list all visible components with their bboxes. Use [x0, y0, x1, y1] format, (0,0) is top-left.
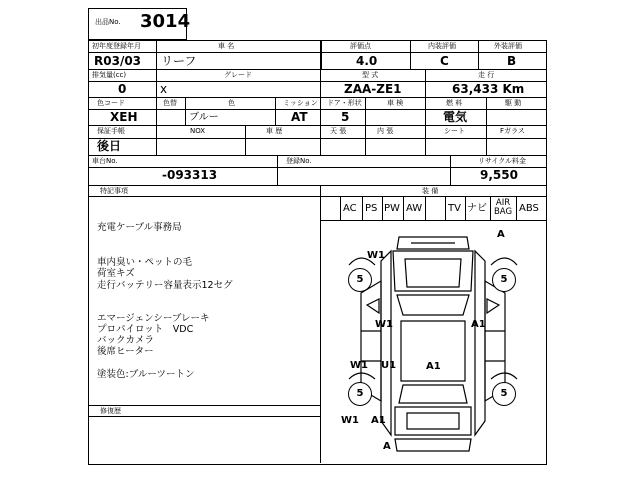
- val-car-name: リーフ: [161, 54, 197, 68]
- val-model: ZAA-ZE1: [344, 82, 402, 96]
- mark-roof: A1: [426, 361, 441, 372]
- hdr-color-code: 色コード: [97, 99, 125, 107]
- equip-navi: ナビ: [467, 203, 487, 214]
- hdr-recycle: リサイクル料金: [478, 157, 527, 165]
- hdr-first-reg: 初年度登録年月: [92, 42, 141, 50]
- hdr-sunroof: 天 張: [330, 127, 347, 135]
- val-displacement: 0: [118, 82, 127, 96]
- equip-ac: AC: [343, 203, 357, 214]
- val-score: 4.0: [356, 54, 378, 68]
- equip-aw: AW: [406, 203, 423, 214]
- hdr-mileage: 走 行: [478, 71, 495, 79]
- tire-rear-left: 5: [348, 382, 372, 406]
- mark-rear-left-a: A1: [371, 415, 386, 426]
- hdr-reg-no: 登録No.: [286, 157, 312, 165]
- equip-airbag: AIR BAG: [493, 198, 513, 217]
- car-damage-diagram: [321, 221, 545, 463]
- hdr-chassis: 車台No.: [92, 157, 118, 165]
- hdr-model: 型 式: [362, 71, 379, 79]
- val-chassis: -093313: [162, 168, 218, 182]
- note-line-1: 充電ケーブル事務局: [97, 222, 182, 233]
- hdr-special: 特記事項: [100, 187, 128, 195]
- hdr-equipment: 装 備: [422, 187, 439, 195]
- hdr-manual: 保証手帳: [97, 127, 125, 135]
- val-color-code: XEH: [110, 110, 138, 124]
- note-line-2: 車内臭い・ペットの毛: [97, 257, 193, 268]
- note-line-4: 走行バッテリー容量表示12セグ: [97, 280, 233, 291]
- hdr-repair: 修復歴: [100, 407, 121, 415]
- equip-tv: TV: [448, 203, 461, 214]
- mark-right-front-door: A1: [471, 319, 486, 330]
- val-manual: 後日: [97, 139, 122, 153]
- hdr-interior: 内 張: [377, 127, 394, 135]
- mark-left-front-door: W1: [375, 319, 393, 330]
- mark-front-bumper: A: [497, 229, 505, 240]
- note-line-5: エマージェンシーブレーキ: [97, 313, 210, 324]
- tire-rear-right: 5: [492, 382, 516, 406]
- lot-number: 3014: [140, 11, 191, 32]
- hdr-displacement: 排気量(cc): [92, 71, 127, 79]
- note-line-7: バックカメラ: [97, 335, 155, 346]
- val-grade: x: [160, 82, 168, 96]
- val-first-reg: R03/03: [94, 54, 142, 68]
- hdr-seat: シート: [444, 127, 465, 135]
- note-line-9: 塗装色:ブルーツートン: [97, 369, 195, 380]
- hdr-vehicle: 車 検: [387, 99, 404, 107]
- note-line-8: 後席ヒーター: [97, 346, 154, 357]
- hdr-exterior-score: 外装評価: [494, 42, 522, 50]
- hdr-color-type: 色替: [163, 99, 177, 107]
- note-line-6: プロパイロット VDC: [97, 324, 194, 335]
- mark-rear-left-w: W1: [341, 415, 359, 426]
- val-mission: AT: [291, 110, 308, 124]
- val-mileage: 63,433 Km: [452, 82, 525, 96]
- hdr-fglass: Fガラス: [500, 127, 525, 135]
- hdr-score: 評価点: [350, 42, 371, 50]
- hdr-drive: 駆 動: [505, 99, 522, 107]
- val-door-shape: 5: [341, 110, 350, 124]
- hdr-grade: グレード: [224, 71, 252, 79]
- mark-left-rear-w: W1: [350, 360, 368, 371]
- val-recycle: 9,550: [480, 168, 518, 182]
- equip-ps: PS: [365, 203, 378, 214]
- mark-hood-front: W1: [367, 250, 385, 261]
- val-fuel: 電気: [443, 110, 468, 124]
- hdr-history: 車 歴: [266, 127, 283, 135]
- val-exterior-score: B: [507, 54, 517, 68]
- equip-abs: ABS: [519, 203, 539, 214]
- tire-front-left: 5: [348, 268, 372, 292]
- hdr-interior-score: 内装評価: [428, 42, 456, 50]
- hdr-fuel: 燃 料: [446, 99, 463, 107]
- tire-front-right: 5: [492, 268, 516, 292]
- hdr-mission: ミッション: [283, 99, 318, 107]
- hdr-car-name: 車 名: [218, 42, 235, 50]
- mark-rear-bumper: A: [383, 441, 391, 452]
- hdr-color: 色: [228, 99, 235, 107]
- hdr-door-shape: ドア・形状: [327, 99, 362, 107]
- val-interior-score: C: [440, 54, 449, 68]
- mark-left-rear-u: U1: [381, 360, 397, 371]
- lot-label: 出品No.: [95, 18, 121, 26]
- hdr-nox: NOX: [190, 127, 206, 135]
- val-color: ブルー: [189, 112, 219, 123]
- note-line-3: 荷室キズ: [97, 268, 135, 279]
- equip-pw: PW: [384, 203, 400, 214]
